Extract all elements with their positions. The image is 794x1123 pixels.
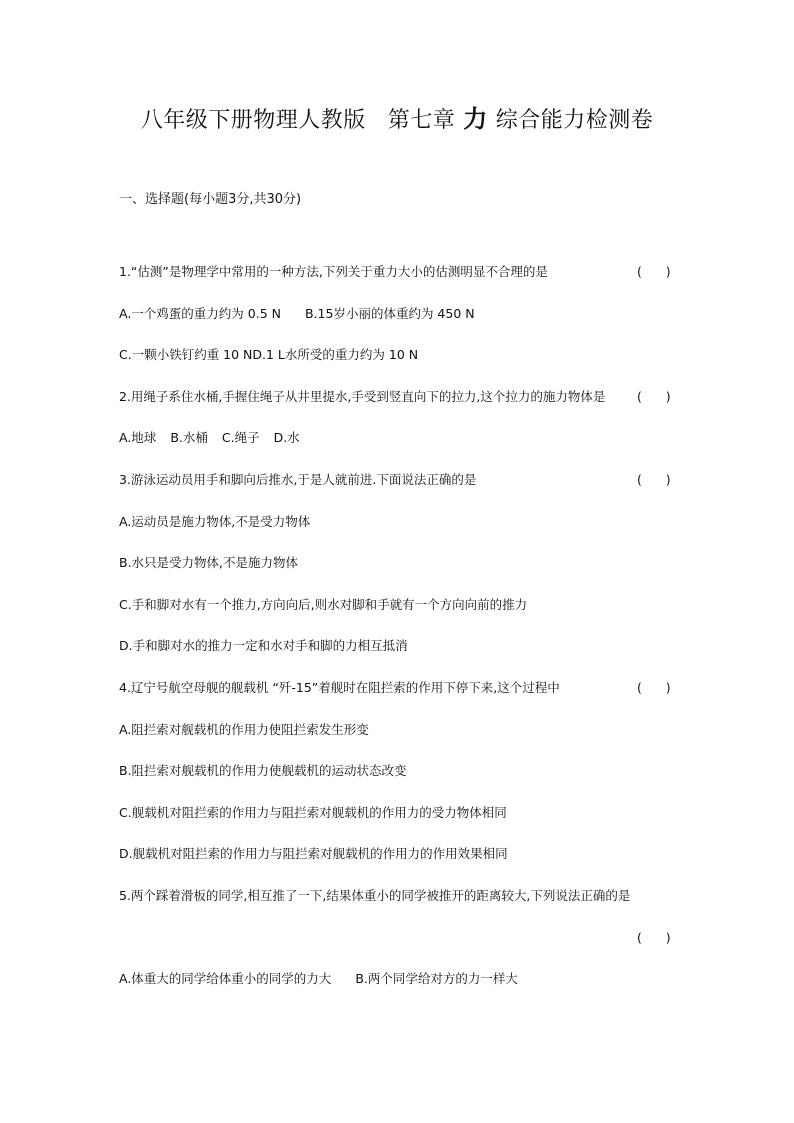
question-5-options-row-1	[119, 969, 518, 989]
question-2-options	[119, 428, 300, 448]
question-5-stem: 5.两个踩着滑板的同学,相互推了一下,结果体重小的同学被推开的距离较大,下列说法正确的是	[119, 888, 631, 903]
q1-option-c-d[interactable]: C.一颗小铁钉约重 10 ND.1 L水所受的重力约为 10 N	[119, 347, 419, 362]
q2-option-b[interactable]: B.水桶	[170, 430, 208, 445]
q4-option-a[interactable]: A.阻拦索对舰载机的作用力使阻拦索发生形变	[119, 722, 369, 737]
q5-option-a[interactable]: A.体重大的同学给体重小的同学的力大	[119, 971, 332, 986]
q2-option-a[interactable]: A.地球	[119, 430, 157, 445]
q3-option-c[interactable]: C.手和脚对水有一个推力,方向向后,则水对脚和手就有一个方向向前的推力	[119, 597, 528, 612]
question-3-stem: 3.游泳运动员用手和脚向后推水,于是人就前进.下面说法正确的是	[119, 472, 477, 487]
q4-option-d[interactable]: D.舰载机对阻拦索的作用力与阻拦索对舰载机的作用力的作用效果相同	[119, 846, 508, 861]
q1-option-b[interactable]: B.15岁小丽的体重约为 450 N	[304, 306, 475, 321]
q2-option-d[interactable]: D.水	[273, 430, 300, 445]
question-2-stem: 2.用绳子系住水桶,手握住绳子从井里提水,手受到竖直向下的拉力,这个拉力的施力物体是	[119, 389, 606, 404]
title-grade: 八年级下册物理人教版	[140, 108, 366, 133]
q1-option-a[interactable]: A.一个鸡蛋的重力约为 0.5 N	[119, 306, 281, 321]
question-1-options-row-1	[119, 304, 475, 324]
question-1-answer-paren[interactable]: ( )	[637, 264, 671, 279]
title-chapter: 第七章	[387, 108, 456, 133]
q3-option-a[interactable]: A.运动员是施力物体,不是受力物体	[119, 514, 311, 529]
question-3-answer-paren[interactable]: ( )	[637, 472, 671, 487]
question-4-answer-paren[interactable]: ( )	[637, 680, 671, 695]
q3-option-d[interactable]: D.手和脚对水的推力一定和水对手和脚的力相互抵消	[119, 638, 408, 653]
q3-option-b[interactable]: B.水只是受力物体,不是施力物体	[119, 555, 299, 570]
q4-option-b[interactable]: B.阻拦索对舰载机的作用力使舰载机的运动状态改变	[119, 763, 407, 778]
title-test-name: 综合能力检测卷	[495, 108, 654, 133]
page-title	[0, 102, 794, 138]
title-force: 力	[463, 105, 488, 133]
q2-option-c[interactable]: C.绳子	[221, 430, 260, 445]
question-2-answer-paren[interactable]: ( )	[637, 389, 671, 404]
section-heading: 一、选择题(每小题3分,共30分)	[119, 192, 302, 207]
question-5-answer-paren[interactable]: ( )	[637, 930, 671, 945]
question-4-stem: 4.辽宁号航空母舰的舰载机 “歼-15”着舰时在阻拦索的作用下停下来,这个过程中	[119, 680, 560, 695]
question-1-stem: 1.“估测”是物理学中常用的一种方法,下列关于重力大小的估测明显不合理的是	[119, 264, 548, 279]
q5-option-b[interactable]: B.两个同学给对方的力一样大	[355, 971, 518, 986]
q4-option-c[interactable]: C.舰载机对阻拦索的作用力与阻拦索对舰载机的作用力的受力物体相同	[119, 805, 507, 820]
